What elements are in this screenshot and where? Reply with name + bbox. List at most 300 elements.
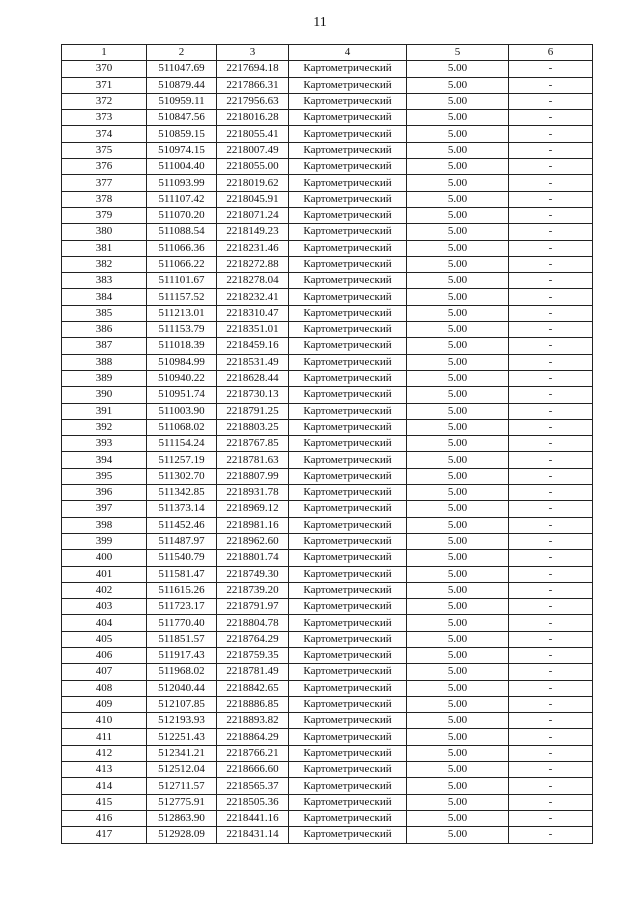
point-number-cell: 383 [62,273,147,289]
point-number-cell: 389 [62,370,147,386]
accuracy-cell: 5.00 [407,778,509,794]
method-cell: Картометрический [289,322,407,338]
method-cell: Картометрический [289,533,407,549]
accuracy-cell: 5.00 [407,175,509,191]
point-number-cell: 370 [62,61,147,77]
column-header-2: 2 [147,45,217,61]
x-coordinate-cell: 511093.99 [147,175,217,191]
y-coordinate-cell: 2218886.85 [217,696,289,712]
x-coordinate-cell: 512193.93 [147,713,217,729]
method-cell: Картометрический [289,485,407,501]
table-row [62,582,593,598]
x-coordinate-cell: 510847.56 [147,110,217,126]
accuracy-cell: 5.00 [407,810,509,826]
note-cell: - [509,207,593,223]
y-coordinate-cell: 2218007.49 [217,142,289,158]
point-number-cell: 391 [62,403,147,419]
x-coordinate-cell: 512040.44 [147,680,217,696]
point-number-cell: 397 [62,501,147,517]
y-coordinate-cell: 2218441.16 [217,810,289,826]
method-cell: Картометрический [289,762,407,778]
note-cell: - [509,126,593,142]
method-cell: Картометрический [289,631,407,647]
y-coordinate-cell: 2217866.31 [217,77,289,93]
accuracy-cell: 5.00 [407,680,509,696]
point-number-cell: 404 [62,615,147,631]
accuracy-cell: 5.00 [407,533,509,549]
y-coordinate-cell: 2218310.47 [217,305,289,321]
y-coordinate-cell: 2218459.16 [217,338,289,354]
point-number-cell: 384 [62,289,147,305]
table-row [62,93,593,109]
point-number-cell: 401 [62,566,147,582]
note-cell: - [509,175,593,191]
point-number-cell: 390 [62,387,147,403]
method-cell: Картометрический [289,354,407,370]
note-cell: - [509,729,593,745]
accuracy-cell: 5.00 [407,126,509,142]
method-cell: Картометрический [289,207,407,223]
point-number-cell: 371 [62,77,147,93]
table-row [62,159,593,175]
table-row [62,533,593,549]
point-number-cell: 377 [62,175,147,191]
y-coordinate-cell: 2218149.23 [217,224,289,240]
point-number-cell: 382 [62,256,147,272]
table-row [62,647,593,663]
table-row [62,517,593,533]
accuracy-cell: 5.00 [407,566,509,582]
y-coordinate-cell: 2218969.12 [217,501,289,517]
x-coordinate-cell: 511968.02 [147,664,217,680]
note-cell: - [509,322,593,338]
accuracy-cell: 5.00 [407,273,509,289]
point-number-cell: 396 [62,485,147,501]
table-row [62,305,593,321]
method-cell: Картометрический [289,468,407,484]
x-coordinate-cell: 512775.91 [147,794,217,810]
point-number-cell: 393 [62,436,147,452]
method-cell: Картометрический [289,77,407,93]
x-coordinate-cell: 512251.43 [147,729,217,745]
note-cell: - [509,338,593,354]
accuracy-cell: 5.00 [407,387,509,403]
y-coordinate-cell: 2218730.13 [217,387,289,403]
point-number-cell: 409 [62,696,147,712]
table-row [62,794,593,810]
note-cell: - [509,517,593,533]
y-coordinate-cell: 2218278.04 [217,273,289,289]
y-coordinate-cell: 2218931.78 [217,485,289,501]
y-coordinate-cell: 2218893.82 [217,713,289,729]
point-number-cell: 411 [62,729,147,745]
y-coordinate-cell: 2218351.01 [217,322,289,338]
note-cell: - [509,794,593,810]
point-number-cell: 372 [62,93,147,109]
method-cell: Картометрический [289,387,407,403]
y-coordinate-cell: 2218505.36 [217,794,289,810]
page-number: 11 [313,15,327,30]
x-coordinate-cell: 511018.39 [147,338,217,354]
y-coordinate-cell: 2218055.00 [217,159,289,175]
x-coordinate-cell: 511723.17 [147,599,217,615]
table-row [62,762,593,778]
point-number-cell: 403 [62,599,147,615]
table-row [62,745,593,761]
accuracy-cell: 5.00 [407,631,509,647]
note-cell: - [509,93,593,109]
method-cell: Картометрический [289,93,407,109]
x-coordinate-cell: 510859.15 [147,126,217,142]
y-coordinate-cell: 2218232.41 [217,289,289,305]
accuracy-cell: 5.00 [407,696,509,712]
method-cell: Картометрический [289,599,407,615]
accuracy-cell: 5.00 [407,468,509,484]
x-coordinate-cell: 511581.47 [147,566,217,582]
column-header-5: 5 [407,45,509,61]
x-coordinate-cell: 512928.09 [147,827,217,843]
table-row [62,713,593,729]
y-coordinate-cell: 2218071.24 [217,207,289,223]
note-cell: - [509,436,593,452]
table-row [62,501,593,517]
note-cell: - [509,305,593,321]
table-row [62,387,593,403]
table-row [62,338,593,354]
accuracy-cell: 5.00 [407,664,509,680]
note-cell: - [509,696,593,712]
table-row [62,778,593,794]
y-coordinate-cell: 2218791.25 [217,403,289,419]
y-coordinate-cell: 2218781.63 [217,452,289,468]
method-cell: Картометрический [289,566,407,582]
point-number-cell: 394 [62,452,147,468]
point-number-cell: 400 [62,550,147,566]
x-coordinate-cell: 511157.52 [147,289,217,305]
method-cell: Картометрический [289,436,407,452]
method-cell: Картометрический [289,403,407,419]
table-row [62,468,593,484]
column-header-1: 1 [62,45,147,61]
accuracy-cell: 5.00 [407,305,509,321]
y-coordinate-cell: 2218781.49 [217,664,289,680]
table-row [62,403,593,419]
method-cell: Картометрический [289,338,407,354]
x-coordinate-cell: 511047.69 [147,61,217,77]
y-coordinate-cell: 2218531.49 [217,354,289,370]
note-cell: - [509,664,593,680]
x-coordinate-cell: 511342.85 [147,485,217,501]
note-cell: - [509,240,593,256]
point-number-cell: 378 [62,191,147,207]
table-row [62,61,593,77]
x-coordinate-cell: 511003.90 [147,403,217,419]
method-cell: Картометрический [289,615,407,631]
note-cell: - [509,419,593,435]
accuracy-cell: 5.00 [407,745,509,761]
note-cell: - [509,403,593,419]
note-cell: - [509,599,593,615]
accuracy-cell: 5.00 [407,338,509,354]
x-coordinate-cell: 512341.21 [147,745,217,761]
y-coordinate-cell: 2218842.65 [217,680,289,696]
note-cell: - [509,827,593,843]
note-cell: - [509,713,593,729]
x-coordinate-cell: 512863.90 [147,810,217,826]
method-cell: Картометрический [289,745,407,761]
table-row [62,436,593,452]
point-number-cell: 387 [62,338,147,354]
method-cell: Картометрический [289,273,407,289]
y-coordinate-cell: 2218766.21 [217,745,289,761]
method-cell: Картометрический [289,159,407,175]
point-number-cell: 398 [62,517,147,533]
table-row [62,566,593,582]
table-row [62,126,593,142]
note-cell: - [509,582,593,598]
y-coordinate-cell: 2218791.97 [217,599,289,615]
note-cell: - [509,77,593,93]
note-cell: - [509,647,593,663]
accuracy-cell: 5.00 [407,827,509,843]
point-number-cell: 402 [62,582,147,598]
table-row [62,77,593,93]
method-cell: Картометрический [289,517,407,533]
accuracy-cell: 5.00 [407,762,509,778]
method-cell: Картометрический [289,778,407,794]
point-number-cell: 381 [62,240,147,256]
point-number-cell: 376 [62,159,147,175]
y-coordinate-cell: 2218801.74 [217,550,289,566]
note-cell: - [509,354,593,370]
y-coordinate-cell: 2218981.16 [217,517,289,533]
y-coordinate-cell: 2218864.29 [217,729,289,745]
note-cell: - [509,631,593,647]
table-row [62,191,593,207]
method-cell: Картометрический [289,810,407,826]
table-row [62,827,593,843]
x-coordinate-cell: 511101.67 [147,273,217,289]
accuracy-cell: 5.00 [407,436,509,452]
x-coordinate-cell: 511257.19 [147,452,217,468]
method-cell: Картометрический [289,419,407,435]
accuracy-cell: 5.00 [407,256,509,272]
table-row [62,615,593,631]
method-cell: Картометрический [289,452,407,468]
table-row [62,696,593,712]
y-coordinate-cell: 2218767.85 [217,436,289,452]
accuracy-cell: 5.00 [407,370,509,386]
y-coordinate-cell: 2218803.25 [217,419,289,435]
note-cell: - [509,533,593,549]
table-row [62,322,593,338]
table-row [62,810,593,826]
method-cell: Картометрический [289,827,407,843]
method-cell: Картометрический [289,550,407,566]
accuracy-cell: 5.00 [407,485,509,501]
method-cell: Картометрический [289,729,407,745]
accuracy-cell: 5.00 [407,191,509,207]
x-coordinate-cell: 511088.54 [147,224,217,240]
note-cell: - [509,61,593,77]
table-row [62,550,593,566]
point-number-cell: 373 [62,110,147,126]
x-coordinate-cell: 511770.40 [147,615,217,631]
column-header-6: 6 [509,45,593,61]
y-coordinate-cell: 2218045.91 [217,191,289,207]
point-number-cell: 395 [62,468,147,484]
point-number-cell: 405 [62,631,147,647]
x-coordinate-cell: 511107.42 [147,191,217,207]
x-coordinate-cell: 511373.14 [147,501,217,517]
method-cell: Картометрический [289,289,407,305]
method-cell: Картометрический [289,110,407,126]
y-coordinate-cell: 2218055.41 [217,126,289,142]
point-number-cell: 386 [62,322,147,338]
x-coordinate-cell: 512711.57 [147,778,217,794]
accuracy-cell: 5.00 [407,517,509,533]
y-coordinate-cell: 2217694.18 [217,61,289,77]
method-cell: Картометрический [289,305,407,321]
method-cell: Картометрический [289,240,407,256]
accuracy-cell: 5.00 [407,615,509,631]
accuracy-cell: 5.00 [407,713,509,729]
x-coordinate-cell: 511066.36 [147,240,217,256]
accuracy-cell: 5.00 [407,159,509,175]
method-cell: Картометрический [289,61,407,77]
x-coordinate-cell: 511615.26 [147,582,217,598]
coordinates-table [61,44,593,844]
note-cell: - [509,452,593,468]
point-number-cell: 408 [62,680,147,696]
accuracy-cell: 5.00 [407,93,509,109]
accuracy-cell: 5.00 [407,322,509,338]
table-row [62,289,593,305]
point-number-cell: 415 [62,794,147,810]
note-cell: - [509,256,593,272]
table-row [62,224,593,240]
table-row [62,110,593,126]
x-coordinate-cell: 512512.04 [147,762,217,778]
note-cell: - [509,762,593,778]
x-coordinate-cell: 511540.79 [147,550,217,566]
accuracy-cell: 5.00 [407,207,509,223]
y-coordinate-cell: 2218231.46 [217,240,289,256]
x-coordinate-cell: 510951.74 [147,387,217,403]
x-coordinate-cell: 510984.99 [147,354,217,370]
column-header-4: 4 [289,45,407,61]
note-cell: - [509,468,593,484]
x-coordinate-cell: 510940.22 [147,370,217,386]
point-number-cell: 417 [62,827,147,843]
method-cell: Картометрический [289,175,407,191]
method-cell: Картометрический [289,126,407,142]
method-cell: Картометрический [289,582,407,598]
x-coordinate-cell: 510879.44 [147,77,217,93]
point-number-cell: 406 [62,647,147,663]
method-cell: Картометрический [289,647,407,663]
accuracy-cell: 5.00 [407,419,509,435]
accuracy-cell: 5.00 [407,289,509,305]
y-coordinate-cell: 2218759.35 [217,647,289,663]
accuracy-cell: 5.00 [407,110,509,126]
y-coordinate-cell: 2218272.88 [217,256,289,272]
method-cell: Картометрический [289,664,407,680]
column-header-3: 3 [217,45,289,61]
y-coordinate-cell: 2218749.30 [217,566,289,582]
note-cell: - [509,289,593,305]
point-number-cell: 412 [62,745,147,761]
note-cell: - [509,110,593,126]
method-cell: Картометрический [289,680,407,696]
table-row [62,370,593,386]
accuracy-cell: 5.00 [407,550,509,566]
accuracy-cell: 5.00 [407,224,509,240]
accuracy-cell: 5.00 [407,582,509,598]
note-cell: - [509,810,593,826]
accuracy-cell: 5.00 [407,501,509,517]
table-row [62,207,593,223]
note-cell: - [509,680,593,696]
y-coordinate-cell: 2218019.62 [217,175,289,191]
x-coordinate-cell: 511070.20 [147,207,217,223]
note-cell: - [509,550,593,566]
table-header-row [62,45,593,61]
table-row [62,664,593,680]
x-coordinate-cell: 510974.15 [147,142,217,158]
accuracy-cell: 5.00 [407,599,509,615]
x-coordinate-cell: 511066.22 [147,256,217,272]
method-cell: Картометрический [289,794,407,810]
point-number-cell: 399 [62,533,147,549]
accuracy-cell: 5.00 [407,142,509,158]
point-number-cell: 416 [62,810,147,826]
x-coordinate-cell: 512107.85 [147,696,217,712]
accuracy-cell: 5.00 [407,77,509,93]
point-number-cell: 374 [62,126,147,142]
note-cell: - [509,615,593,631]
table-row [62,142,593,158]
point-number-cell: 385 [62,305,147,321]
point-number-cell: 380 [62,224,147,240]
y-coordinate-cell: 2218804.78 [217,615,289,631]
accuracy-cell: 5.00 [407,61,509,77]
note-cell: - [509,142,593,158]
note-cell: - [509,224,593,240]
accuracy-cell: 5.00 [407,354,509,370]
table-row [62,256,593,272]
y-coordinate-cell: 2218764.29 [217,631,289,647]
x-coordinate-cell: 511068.02 [147,419,217,435]
table-body [62,61,593,843]
y-coordinate-cell: 2217956.63 [217,93,289,109]
y-coordinate-cell: 2218628.44 [217,370,289,386]
y-coordinate-cell: 2218431.14 [217,827,289,843]
table-row [62,175,593,191]
table-row [62,631,593,647]
note-cell: - [509,485,593,501]
x-coordinate-cell: 511302.70 [147,468,217,484]
method-cell: Картометрический [289,191,407,207]
y-coordinate-cell: 2218016.28 [217,110,289,126]
accuracy-cell: 5.00 [407,240,509,256]
note-cell: - [509,566,593,582]
table-row [62,419,593,435]
method-cell: Картометрический [289,501,407,517]
x-coordinate-cell: 511213.01 [147,305,217,321]
table-row [62,599,593,615]
note-cell: - [509,159,593,175]
